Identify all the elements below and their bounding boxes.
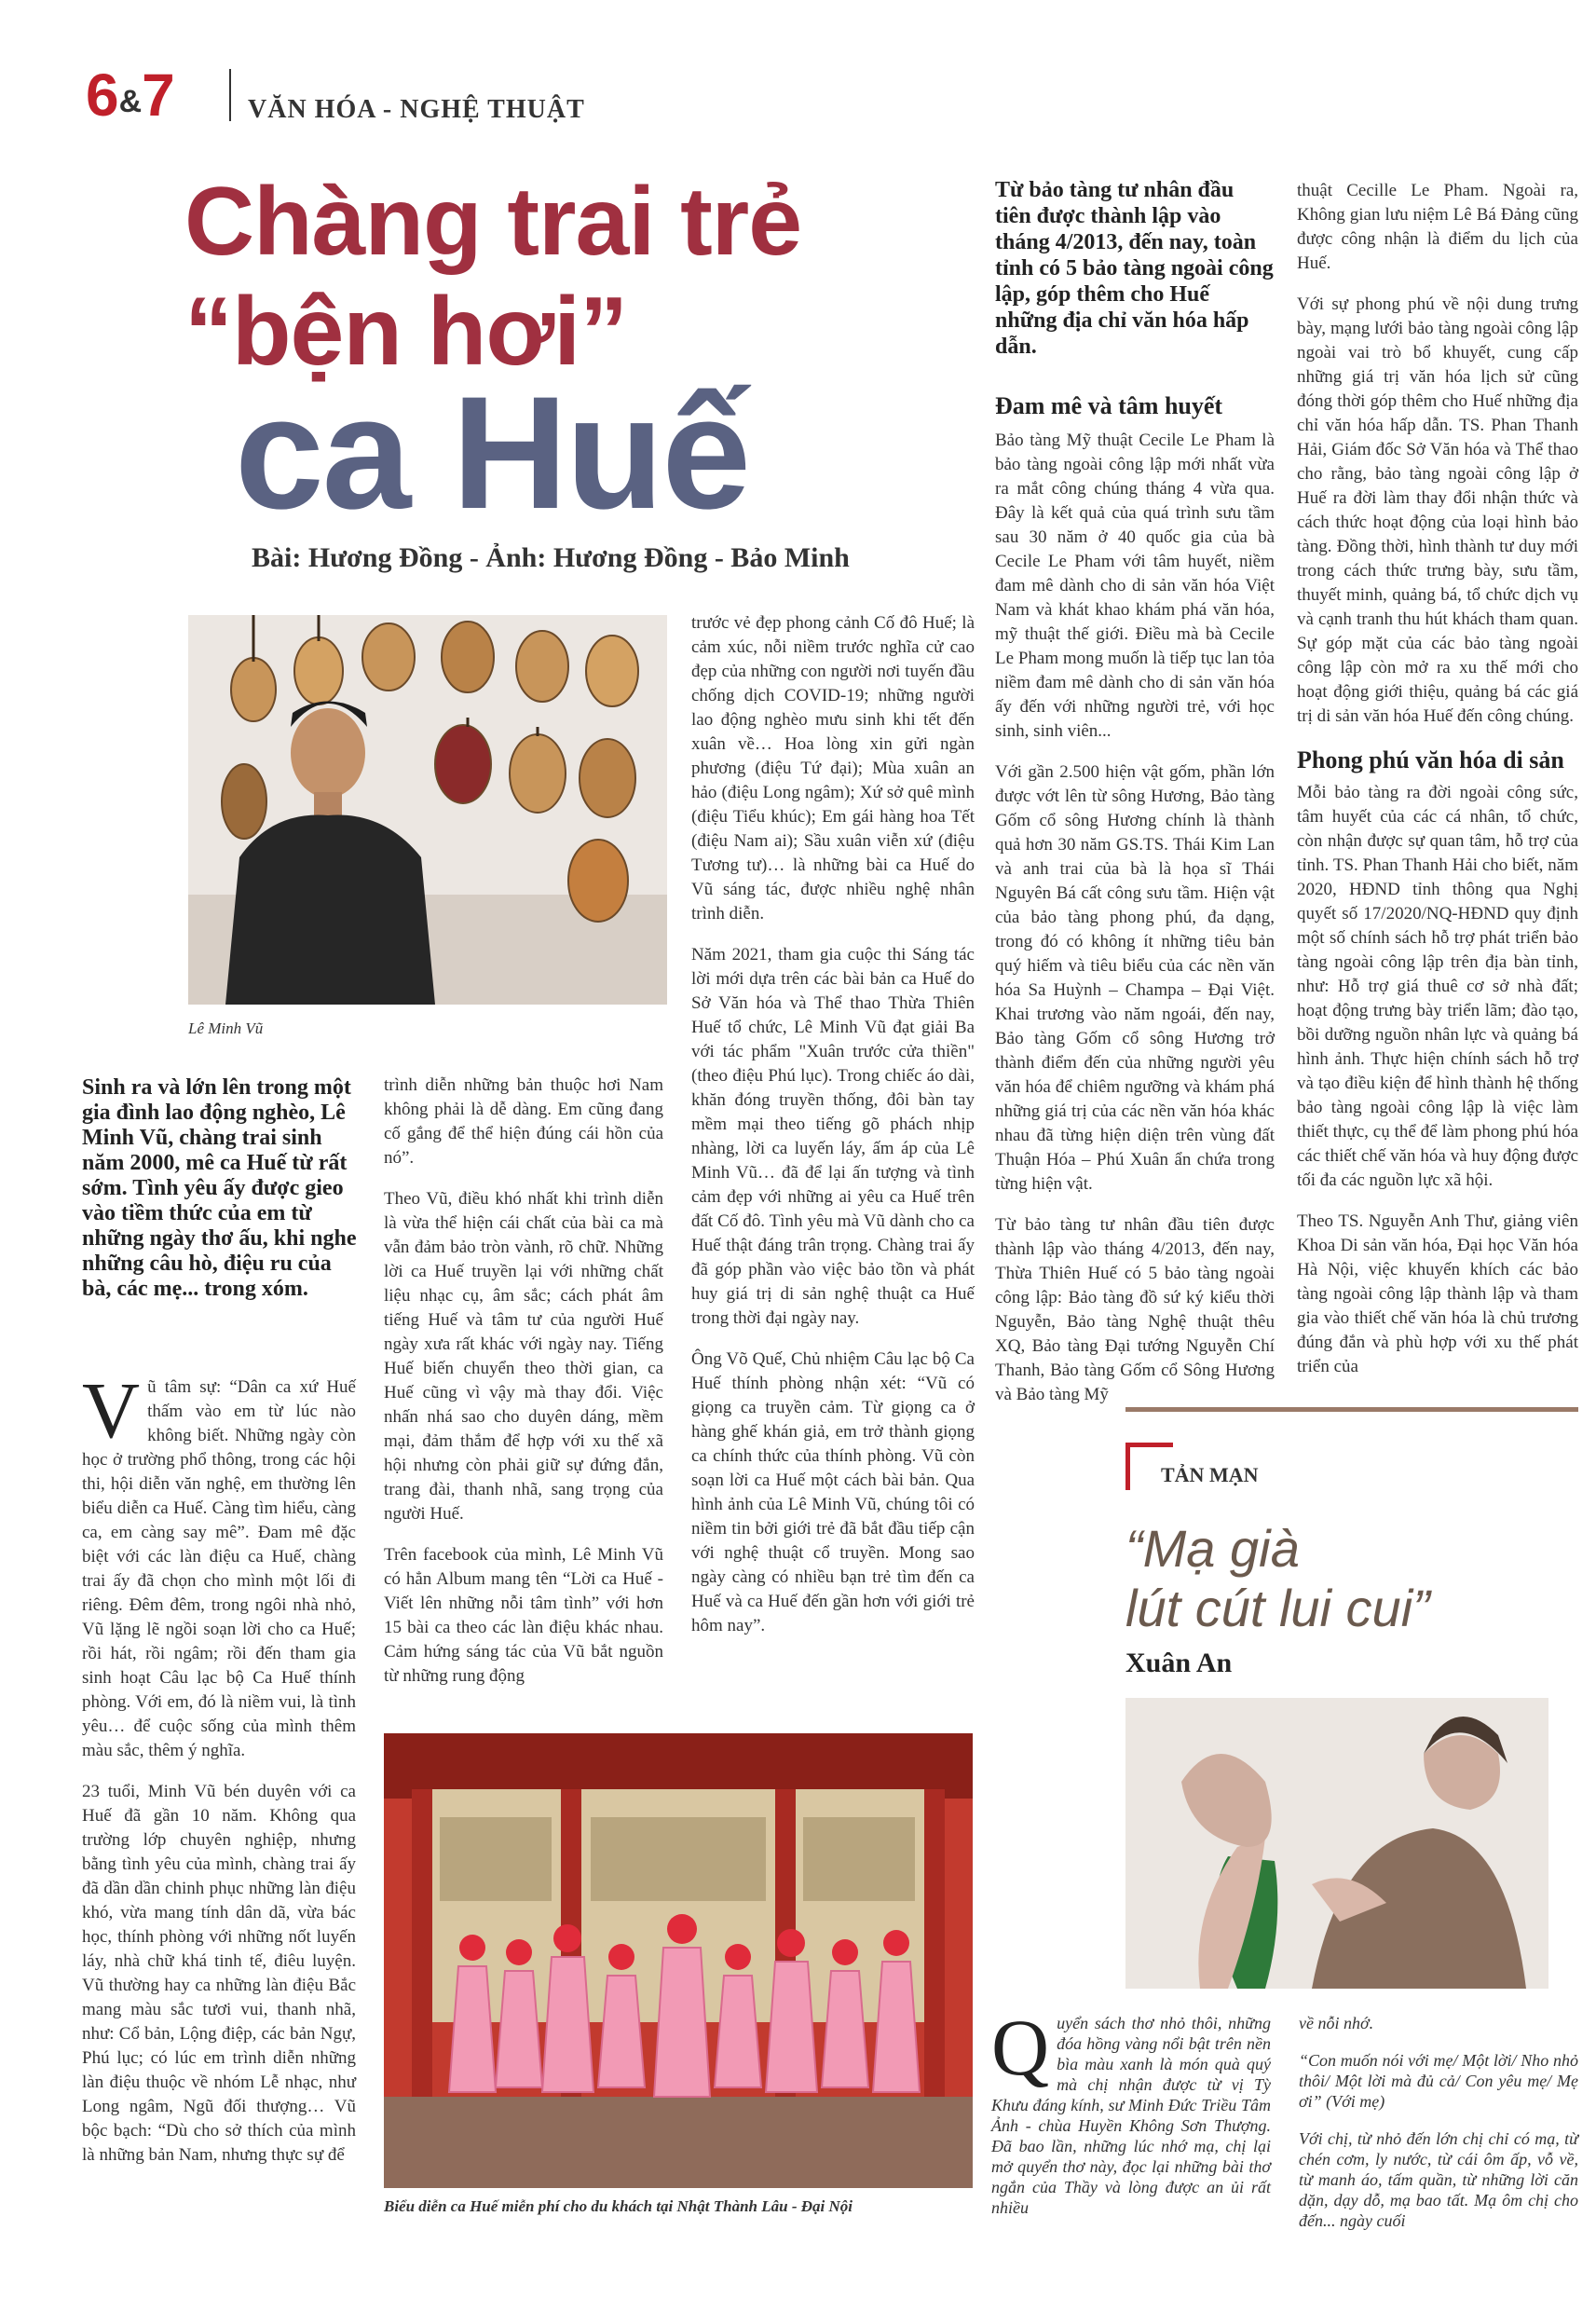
sapo: Sinh ra và lớn lên trong một gia đình lao động nghèo, Lê Minh Vũ, chàng trai sinh năm 2000, mê ca Huế từ rất sớm. Tình yêu ấy được gieo vào tiềm thức của em từ những ngày thơ ấu, khi nghe những câu hò, điệu ru của bà, các mẹ... trong xóm. [82,1075,357,1301]
col1-paragraph-2: 23 tuổi, Minh Vũ bén duyên với ca Huế đã gần 10 năm. Không qua trường lớp chuyên nghiệp, nhưng bằng tình yêu của mình, chàng trai ấy đã dần dần chinh phục những làn điệu khó, vừa mang tính dân dã, vừa bác học, thính phòng với những nốt luyến láy, nhà chữ khá tinh tế, điêu luyện. Vũ thường hay ca những làn điệu Bắc mang màu sắc tươi vui, thanh nhã, như: Cổ bản, Lộng điệp, các bản Ngự, Phú lục; có lúc em trình diễn những làn điệu thuộc về nhóm Lễ nhạc, như Long ngâm, Ngũ đối thượng… Vũ bộc bạch: “Dù cho sở thích của mình là những bản Nam, nhưng thực sự để [82,1782,356,2165]
museum-subhead-1: Đam mê và tâm huyết [995,392,1223,419]
essay-divider [1125,1407,1578,1412]
essay-author: Xuân An [1125,1648,1233,1678]
museum-c2-paragraph-3: Mỗi bảo tàng ra đời ngoài công sức, tâm huyết của các cá nhân, tổ chức, còn nhận được sự quan tâm, hỗ trợ của tỉnh. TS. Phan Thanh Hải cho biết, năm 2020, HĐND tỉnh thông qua Nghị quyết số 17/2020/NQ-HĐND quy định một số chính sách hỗ trợ phát triển bảo tàng ngoài công lập trên địa bàn tỉnh, như: Hỗ trợ giá thuê cơ sở nhà đất; hoạt động trưng bày triển lãm; đào tạo, bồi dưỡng nguồn nhân lực và quảng bá hình ảnh. Thực hiện chính sách hỗ trợ và tạo điều kiện để hình thành hệ thống bảo tàng ngoài công lập là việc làm thiết thực, cụ thể để làm phong phú hóa các thiết chế văn hóa và huy động được tối đa các nguồn lực xã hội. [1297,783,1578,1190]
article-column-3 [691,611,975,1655]
museum-c2-paragraph-2: Với sự phong phú về nội dung trưng bày, mạng lưới bảo tàng ngoài công lập ngoài vai trò bổ khuyết, cung cấp những giá trị văn hóa lịch sử cũng đóng thời góp thêm cho Huế những địa chỉ văn hóa hấp dẫn. TS. Phan Thanh Hải, Giám đốc Sở Văn hóa và Thể thao cho rằng, bảo tàng ngoài công lập ở Huế ra đời làm thay đổi nhận thức và cách thức hoạt động của loại hình bảo tàng. Đồng thời, hình thành tư duy mới trong cách thức trưng bày, sưu tầm, thuyết minh, quảng bá, tổ chức dịch vụ và cạnh tranh thu hút khách tham quan. Sự góp mặt của các bảo tàng ngoài công lập còn mở ra xu thế mới cho hoạt động giới thiệu, quảng bá các giá trị di sản văn hóa Huế đến công chúng. [1297,294,1578,726]
essay-title [1125,1519,1430,1638]
museum-c2-paragraph-4: Theo TS. Nguyễn Anh Thư, giảng viên Khoa Di sản văn hóa, Đại học Văn hóa Hà Nội, việc khuyến khích các bảo tàng ngoài công lập thành lập và tham gia vào thiết chế văn hóa là chủ trương đúng đắn và phù hợp với xu thế phát triển của [1297,1211,1578,1376]
article-title-line2: “bện hơi” [184,278,628,386]
essay-c1-paragraph: uyển sách thơ nhỏ thôi, những đóa hồng vàng nổi bật trên nền bìa màu xanh là món quà quý mà chị nhận được từ vị Tỳ Khưu đáng kính, sư Minh Đức Triều Tâm Ảnh - chùa Huyền Không Sơn Thượng. Đã bao lần, những lúc nhớ mạ, chị lại mở quyển thơ này, đọc lại những bài thơ ngắn của Thầy và lòng được an ủi rất nhiều [991,2014,1271,2217]
article-column-2 [384,1074,663,1705]
museum-subhead-2: Phong phú văn hóa di sản [1297,746,1564,773]
museum-column-1 [995,429,1275,1424]
essay-label: TẢN MẠN [1161,1463,1259,1486]
museum-c1-paragraph-1: Bảo tàng Mỹ thuật Cecile Le Pham là bảo tàng ngoài công lập mới nhất vừa ra mắt công chúng tháng 4 vừa qua. Đây là kết quả của quá trình sưu tầm sau 30 năm ở 40 quốc gia của bà Cecile Le Pham với tâm huyết, niềm đam mê dành cho di sản văn hóa Việt Nam và khát khao khám phá văn hóa, mỹ thuật thế giới. Điều mà bà Cecile Le Pham mong muốn là tiếp tục lan tỏa niềm đam mê dành cho di sản văn hóa ấy đến với những người trẻ, với học sinh, sinh viên... [995,431,1275,741]
section-title: VĂN HÓA - NGHỆ THUẬT [248,95,585,124]
col3-paragraph-1: trước vẻ đẹp phong cảnh Cố đô Huế; là cảm xúc, nỗi niềm trước nghĩa cử cao đẹp của những con người nơi tuyến đầu chống dịch COVID-19; những người lao động nghèo mưu sinh khi tết đến xuân về… Hoa lòng xin gửi ngàn phương (điệu Tứ đại); Mùa xuân an hảo (điệu Long ngâm); Xứ sở quê mình (điệu Tiểu khúc); Em gái hàng hoa Tết (điệu Nam ai); Sầu xuân viễn xứ (điệu Tương tư)… là những bài ca Huế do Vũ sáng tác, được nhiều nghệ nhân trình diễn. [691,613,975,923]
article-title-line3: ca Huế [235,363,750,542]
performance-caption: Biểu diễn ca Huế miễn phí cho du khách tại Nhật Thành Lâu - Đại Nội [384,2197,853,2215]
col3-paragraph-2: Năm 2021, tham gia cuộc thi Sáng tác lời mới dựa trên các bài bản ca Huế do Sở Văn hóa và Thể thao Thừa Thiên Huế tổ chức, Lê Minh Vũ đạt giải Ba với tác phẩm "Xuân trước cửa thiền" (theo điệu Phú lục). Trong chiếc áo dài, khăn đóng truyền thống, đôi bàn tay mềm mại theo tiếng gõ phách nhịp nhàng, lời ca luyến láy, ấm áp của Lê Minh Vũ… đã để lại ấn tượng và tình cảm đẹp với những ai yêu ca Huế trên đất Cố đô. Tình yêu mà Vũ dành cho ca Huế thật đáng trân trọng. Chàng trai ấy đã góp phần vào việc bảo tồn và phát huy giá trị di sản nghệ thuật ca Huế trong thời đại ngày nay. [691,945,975,1328]
essay-title-line1: “Mạ già [1125,1519,1300,1578]
article-title-line1: Chàng trai trẻ [184,168,802,276]
essay-illustration [1125,1698,1548,1989]
museum-c1-paragraph-3: Từ bảo tàng tư nhân đầu tiên được thành lập vào tháng 4/2013, đến nay, Thừa Thiên Huế có 5 bảo tàng ngoài công lập: Bảo tàng đồ sứ ký kiểu thời Nguyễn, Bảo tàng Nghệ thuật thêu XQ, Bảo tàng Đại tướng Nguyễn Chí Thanh, Bảo tàng Gốm cổ Sông Hương và Bảo tàng Mỹ [995,1215,1275,1404]
article-column-1 [82,1365,356,2184]
essay-c2-paragraph-3: Với chị, từ nhỏ đến lớn chị chỉ có mạ, từ chén cơm, ly nước, từ cái ôm ấp, vỗ về, từ manh áo, tấm quần, từ những lời căn dặn, dạy dỗ, mạ bao tất. Mạ ôm chị cho đến... ngày cuối [1299,2129,1578,2230]
essay-drop-cap: Q [991,2003,1050,2092]
essay-c2-paragraph-2: “Con muốn nói với mẹ/ Một lời/ Nho nhỏ thôi/ Một lời mà đủ cả/ Con yêu mẹ/ Mẹ ơi” (Với mẹ) [1299,2051,1578,2111]
essay-column-2 [1299,2013,1578,2248]
page-number: 6&7 [86,62,173,129]
portrait-caption: Lê Minh Vũ [188,1019,264,1037]
museum-c2-paragraph-1: thuật Cecille Le Pham. Ngoài ra, Không gian lưu niệm Lê Bá Đảng cũng được công nhận là điểm du lịch của Huế. [1297,181,1578,273]
header-divider [229,69,231,121]
portrait-photo [188,615,667,1005]
drop-cap: V [82,1365,141,1455]
col1-paragraph-1: ũ tâm sự: “Dân ca xứ Huế thấm vào em từ lúc nào không biết. Những ngày còn học ở trường phổ thông, trong các hội thi, hội diễn văn nghệ, em thường lên biểu diễn ca Huế. Càng tìm hiểu, càng ca, em càng say mê”. Đam mê đặc biệt với các làn điệu ca Huế, chàng trai ấy đã chọn cho mình một lối đi riêng. Đêm đêm, trong ngôi nhà nhỏ, Vũ lặng lẽ ngồi soạn lời cho ca Huế; rồi hát, rồi ngâm; rồi đến tham gia sinh hoạt Câu lạc bộ Ca Huế thính phòng. Với em, đó là niềm vui, là tình yêu… để cuộc sống của mình thêm màu sắc, thêm ý nghĩa. [82,1377,356,1760]
museum-c1-paragraph-2: Với gần 2.500 hiện vật gốm, phần lớn được vớt lên từ sông Hương, Bảo tàng Gốm cổ sông Hương chính là thành quả hơn 30 năm GS.TS. Thái Kim Lan và anh trai của bà là họa sĩ Thái Nguyên Bá cất công sưu tầm. Hiện vật của bảo tàng phong phú, đa dạng, trong đó có không ít những tiêu bản quý hiếm và tiêu biểu của các nền văn hóa Sa Huỳnh – Champa – Đại Việt. Khai trương vào năm ngoái, đến nay, Bảo tàng Gốm cổ sông Hương trở thành điểm đến của những người yêu văn hóa để chiêm ngưỡng và khám phá những giá trị của các nền văn hóa khác nhau đã từng hiện diện trên vùng đất Thuận Hóa – Phú Xuân ẩn chứa trong từng hiện vật. [995,762,1275,1194]
col2-paragraph-1: trình diễn những bản thuộc hơi Nam không phải là dễ dàng. Em cũng đang cố gắng để thể hiện đúng cái hồn của nó”. [384,1075,663,1168]
essay-title-line2: lút cút lui cui” [1125,1579,1430,1637]
museum-column-2 [1297,179,1578,1396]
essay-c2-paragraph-1: về nỗi nhớ. [1299,2014,1374,2032]
col2-paragraph-2: Theo Vũ, điều khó nhất khi trình diễn là vừa thể hiện cái chất của bài ca mà vẫn đảm bảo tròn vành, rõ chữ. Những lời ca Huế truyền lại với những chất liệu nhạc cụ, âm sắc; cách phát âm tiếng Huế và tâm tư của người Huế ngày xưa rất khác với ngày nay. Tiếng Huế biến chuyển theo thời gian, ca Huế cũng vì vậy mà thay đổi. Việc nhấn nhá sao cho duyên dáng, mềm mại, đảm thắm để hợp với xu thế xã hội nhưng còn phải giữ sự đứng đắn, trang đài, thanh nhã, sang trọng của người Huế. [384,1189,663,1524]
col2-paragraph-3: Trên facebook của mình, Lê Minh Vũ có hẳn Album mang tên “Lời ca Huế - Viết lên những nỗi tâm tình” với hơn 15 bài ca theo các làn điệu khác nhau. Cảm hứng sáng tác của Vũ bắt nguồn từ những rung động [384,1545,663,1686]
performance-photo [384,1733,973,2188]
museum-lead: Từ bảo tàng tư nhân đầu tiên được thành lập vào tháng 4/2013, đến nay, toàn tỉnh có 5 bảo tàng ngoài công lập, góp thêm cho Huế những địa chỉ văn hóa hấp dẫn. [995,178,1274,359]
byline: Bài: Hương Đồng - Ảnh: Hương Đồng - Bảo Minh [252,542,850,573]
essay-column-1 [991,2003,1271,2235]
col3-paragraph-3: Ông Võ Quế, Chủ nhiệm Câu lạc bộ Ca Huế thính phòng nhận xét: “Vũ có giọng ca truyền cảm. Từ giọng ca ở hàng ghế khán giả, em trở thành giọng ca chính thức của thính phòng. Vũ còn soạn lời ca Huế một cách bài bản. Qua hình ảnh của Lê Minh Vũ, chúng tôi có niềm tin bởi giới trẻ đã bắt đầu tiếp cận với nghệ thuật cổ truyền. Mong sao ngày càng có nhiều bạn trẻ tìm đến ca Huế và ca Huế đến gần hơn với giới trẻ hôm nay”. [691,1349,975,1635]
